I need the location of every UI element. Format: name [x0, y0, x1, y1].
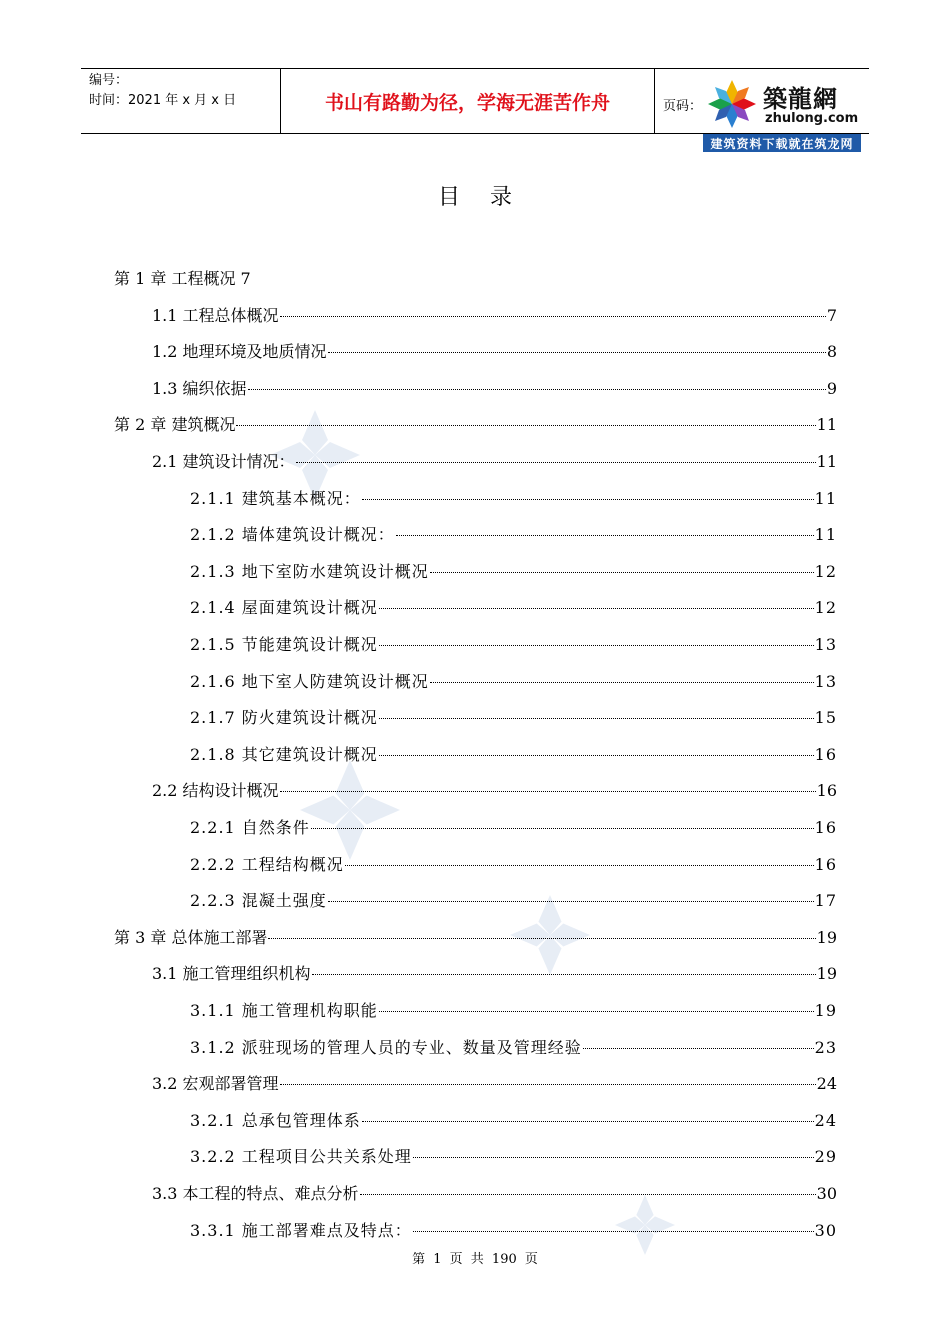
toc-entry-label: 3.2.1 总承包管理体系 [190, 1111, 361, 1130]
toc-entry-label: 2.1.7 防火建筑设计概况 [190, 708, 378, 727]
toc-entry-label: 2.1.2 墙体建筑设计概况： [190, 525, 395, 544]
toc-entry[interactable] [190, 596, 837, 620]
toc-entry-page: 30 [816, 1184, 837, 1203]
toc-leader-dots [296, 448, 816, 463]
toc-entry-label: 3.3.1 施工部署难点及特点： [190, 1221, 412, 1240]
toc-leader-dots [280, 777, 816, 792]
page-label: 页码： [663, 99, 703, 114]
toc-entry-page: 12 [814, 598, 837, 617]
toc-entry[interactable] [190, 1219, 837, 1243]
toc-leader-dots [413, 1217, 814, 1232]
toc-entry-label: 2.1.8 其它建筑设计概况 [190, 745, 378, 764]
toc-entry-label: 2.1.3 地下室防水建筑设计概况 [190, 562, 429, 581]
toc-entry-label: 2.1.1 建筑基本概况： [190, 489, 361, 508]
toc-entry-page: 12 [814, 562, 837, 581]
toc-leader-dots [360, 1180, 816, 1195]
toc-entry-page: 24 [814, 1111, 837, 1130]
toc-entry-label: 2.1 建筑设计情况： [152, 452, 295, 471]
toc-entry-page: 11 [816, 452, 837, 471]
toc-leader-dots [328, 887, 814, 902]
toc-entry-page: 23 [814, 1038, 837, 1057]
toc-leader-dots [396, 521, 814, 536]
toc-entry-page: 19 [816, 928, 837, 947]
toc-entry[interactable] [190, 487, 837, 511]
toc-entry-label: 3.3 本工程的特点、难点分析 [152, 1184, 359, 1203]
toc-entry-page: 15 [814, 708, 837, 727]
toc-leader-dots [430, 558, 814, 573]
toc-entry[interactable] [114, 267, 837, 291]
toc-entry-page: 29 [814, 1147, 837, 1166]
toc-entry-label: 3.1.2 派驻现场的管理人员的专业、数量及管理经验 [190, 1038, 582, 1057]
toc-entry-page: 16 [816, 781, 837, 800]
toc-entry-page: 19 [816, 964, 837, 983]
toc-leader-dots [583, 1034, 814, 1049]
toc-leader-dots [328, 338, 826, 353]
page-header [81, 68, 869, 134]
toc-entry[interactable] [152, 779, 837, 803]
toc-entry[interactable] [190, 816, 837, 840]
toc-entry[interactable] [190, 853, 837, 877]
toc-entry[interactable] [190, 706, 837, 730]
time-label: 时间：2021 年 x 月 x 日 [89, 93, 237, 108]
toc-entry[interactable] [190, 1109, 837, 1133]
toc-entry-label: 1.2 地理环境及地质情况 [152, 342, 327, 361]
toc-entry-label: 3.2.2 工程项目公共关系处理 [190, 1147, 412, 1166]
toc-entry-page: 16 [814, 745, 837, 764]
toc-leader-dots [430, 668, 814, 683]
toc-leader-dots [379, 741, 814, 756]
header-motto: 书山有路勤为径，学海无涯苦作舟 [281, 69, 655, 133]
toc-entry[interactable] [152, 304, 837, 328]
toc-entry-page: 19 [814, 1001, 837, 1020]
toc-entry-label: 2.2.1 自然条件 [190, 818, 310, 837]
logo-domain: zhulong.com [765, 111, 859, 126]
toc-entry-label: 3.1.1 施工管理机构职能 [190, 1001, 378, 1020]
toc-entry-page: 11 [816, 415, 837, 434]
toc-leader-dots [379, 594, 814, 609]
toc-entry-page: 30 [814, 1221, 837, 1240]
toc-entry-label: 2.2.3 混凝土强度 [190, 891, 327, 910]
toc-leader-dots [312, 960, 816, 975]
toc-entry[interactable] [190, 633, 837, 657]
toc-leader-dots [311, 814, 814, 829]
toc-entry[interactable] [114, 926, 837, 950]
toc-entry-label: 2.1.6 地下室人防建筑设计概况 [190, 672, 429, 691]
zhulong-logo [705, 75, 861, 131]
toc-entry[interactable] [152, 962, 837, 986]
toc-entry-label: 1.1 工程总体概况 [152, 306, 279, 325]
toc-entry[interactable] [152, 1072, 837, 1096]
toc-entry-label: 3.2 宏观部署管理 [152, 1074, 279, 1093]
toc-entry[interactable] [190, 743, 837, 767]
toc-leader-dots [280, 302, 826, 317]
toc-entry-page: 13 [814, 635, 837, 654]
toc-leader-dots [362, 485, 814, 500]
toc-leader-dots [236, 411, 815, 426]
toc-entry-page: 16 [814, 818, 837, 837]
toc-entry-label: 2.2.2 工程结构概况 [190, 855, 344, 874]
toc-entry[interactable] [152, 377, 837, 401]
toc-leader-dots [345, 851, 814, 866]
page-footer: 第 1 页 共 190 页 [412, 1252, 538, 1267]
toc-entry[interactable] [190, 889, 837, 913]
toc-entry-label: 3.1 施工管理组织机构 [152, 964, 311, 983]
toc-entry-label: 2.1.4 屋面建筑设计概况 [190, 598, 378, 617]
toc-entry-page: 9 [826, 379, 837, 398]
number-label: 编号： [89, 73, 129, 88]
toc-leader-dots [379, 704, 814, 719]
toc-entry[interactable] [152, 340, 837, 364]
page-title: 目录 [437, 185, 542, 210]
header-meta [81, 69, 281, 133]
toc-entry-page: 16 [814, 855, 837, 874]
logo-chinese: 築龍網 [763, 84, 838, 113]
toc-entry-label: 第 1 章 工程概况 7 [114, 269, 251, 288]
toc-entry[interactable] [190, 523, 837, 547]
toc-entry[interactable] [190, 1145, 837, 1169]
toc-leader-dots [248, 375, 826, 390]
logo-slogan-bar: 建筑资料下载就在筑龙网 [703, 134, 861, 152]
snowflake-logo-icon [707, 79, 757, 129]
toc-entry-label: 第 2 章 建筑概况 [114, 415, 236, 434]
toc-leader-dots [362, 1107, 814, 1122]
toc-leader-dots [379, 631, 814, 646]
toc-entry[interactable] [152, 450, 837, 474]
toc-entry-label: 2.2 结构设计概况 [152, 781, 279, 800]
toc-entry-page: 13 [814, 672, 837, 691]
toc-entry-page: 8 [826, 342, 837, 361]
toc-entry-page: 11 [814, 489, 837, 508]
header-page-cell [655, 69, 869, 133]
toc-leader-dots [280, 1070, 816, 1085]
watermark-snowflake-icon [300, 760, 400, 860]
toc-entry[interactable] [190, 560, 837, 584]
toc-leader-dots [379, 997, 814, 1012]
toc-entry-page: 11 [814, 525, 837, 544]
toc-entry-label: 1.3 编织依据 [152, 379, 247, 398]
toc-entry[interactable] [114, 413, 837, 437]
toc-entry[interactable] [190, 1036, 837, 1060]
toc-entry-page: 7 [826, 306, 837, 325]
toc-leader-dots [413, 1143, 814, 1158]
toc-entry[interactable] [190, 670, 837, 694]
toc-entry-page: 17 [814, 891, 837, 910]
toc-entry[interactable] [190, 999, 837, 1023]
toc-entry-page: 24 [816, 1074, 837, 1093]
toc-entry-label: 2.1.5 节能建筑设计概况 [190, 635, 378, 654]
toc-leader-dots [268, 924, 815, 939]
toc-entry[interactable] [152, 1182, 837, 1206]
toc-entry-label: 第 3 章 总体施工部署 [114, 928, 268, 947]
